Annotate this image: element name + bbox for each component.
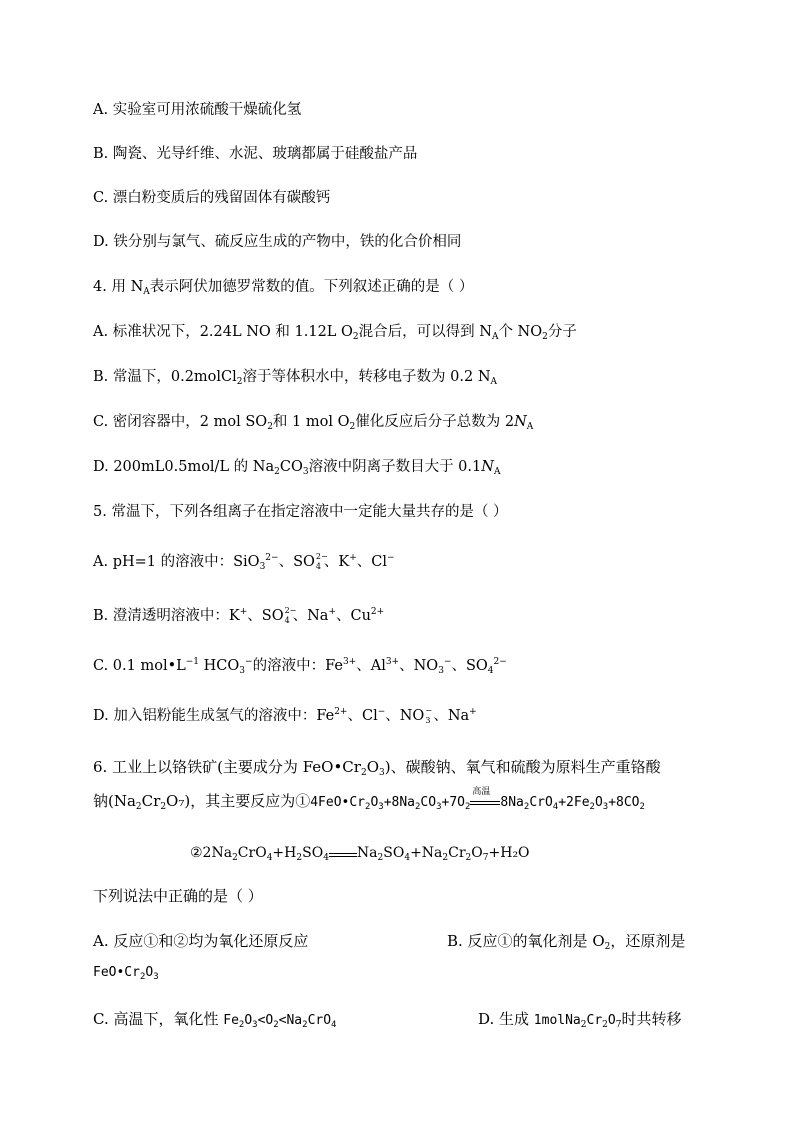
option-3b: B. 陶瓷、光导纤维、水泥、玻璃都属于硅酸盐产品: [93, 146, 418, 162]
question-6-reaction-2: $②2Na_2CrO_4+H_2SO_4$ $Na_2SO_4+Na_2Cr_2O_7+H_2O$: [190, 845, 530, 863]
option-4b: B. 常温下，0.2molCl$_2$溶于等体积水中，转移电子数为 0.2 $N_A$: [93, 369, 497, 387]
question-6-stem: 下列说法中正确的是（ ）: [93, 887, 263, 905]
option-6b-cont: $FeO•Cr_2O_3$: [93, 965, 159, 982]
question-6-line2: 钠$(Na_2Cr_2O_7)$，其主要反应为$①4FeO•Cr_2O_3+8Na_2CO_3+7O_2$ 高温 $8Na_2CrO_4+2Fe_2O_3+8CO_2$: [93, 787, 645, 812]
option-4d: D. 200mL0.5mol/L 的 $Na_2CO_3$溶液中阴离子数目大于 $0.1N_A$: [93, 459, 501, 477]
question-4-stem: [93, 277, 473, 297]
option-5d: D. 加入铝粉能生成氢气的溶液中：$Fe^{2+}$、Cl−、NO − 3 、Na+: [93, 706, 477, 725]
q4-p2: 表示阿伏加德罗常数的值。下列叙述正确的是（ ）: [149, 279, 474, 295]
option-5b: B. 澄清透明溶液中：K+、SO 2− 4 、Na+、$Cu^{2+}$: [93, 606, 385, 625]
option-5a: A. pH=1 的溶液中：SiO$_3^{2-}$、SO 2− 4 、K+、Cl−: [93, 552, 395, 572]
option-4c: C. 密闭容器中，2 mol $SO_2$和 1 mol $O_2$催化反应后分子总数为 $2N_A$: [93, 414, 534, 432]
option-5c: C. 0.1 $mol•L^{-1}$ $HCO_3^-$的溶液中：$Fe^{3+}$、$Al^{3+}$、$NO_3^-$、$SO_4^{2-}$: [93, 657, 507, 676]
na-symbol: $N_A$: [130, 279, 150, 297]
reaction-condition-arrow: 高温: [470, 791, 500, 811]
option-3c: C. 漂白粉变质后的残留固体有碳酸钙: [93, 190, 331, 206]
option-4a: A. 标准状况下，2.24L NO 和 1.12L $O_2$混合后，可以得到 $N_A$个 $NO_2$分子: [93, 324, 577, 342]
option-6b: B. 反应①的氧化剂是 $O_2$，还原剂是: [447, 932, 686, 952]
option-6c: C. 高温下，氧化性 $Fe_2O_3<O_2<Na_2CrO_4$: [93, 1010, 337, 1030]
option-3d: D. 铁分别与氯气、硫反应生成的产物中，铁的化合价相同: [93, 234, 462, 250]
option-3a: A. 实验室可用浓硫酸干燥硫化氢: [93, 102, 302, 118]
question-5-stem: 5. 常温下，下列各组离子在指定溶液中一定能大量共存的是（ ）: [93, 504, 508, 520]
option-6d: D. 生成 $1molNa_2Cr_2O_7$时共转移: [478, 1010, 682, 1030]
option-6a: A. 反应①和②均为氧化还原反应: [93, 932, 309, 950]
reaction-equals: [329, 843, 357, 863]
q4-p1: 4. 用: [93, 279, 131, 295]
question-6-line1: 6. 工业上以铬铁矿(主要成分为 $FeO•Cr_2O_3$)、碳酸钠、氧气和硫酸为原料生产重铬酸: [93, 758, 661, 778]
